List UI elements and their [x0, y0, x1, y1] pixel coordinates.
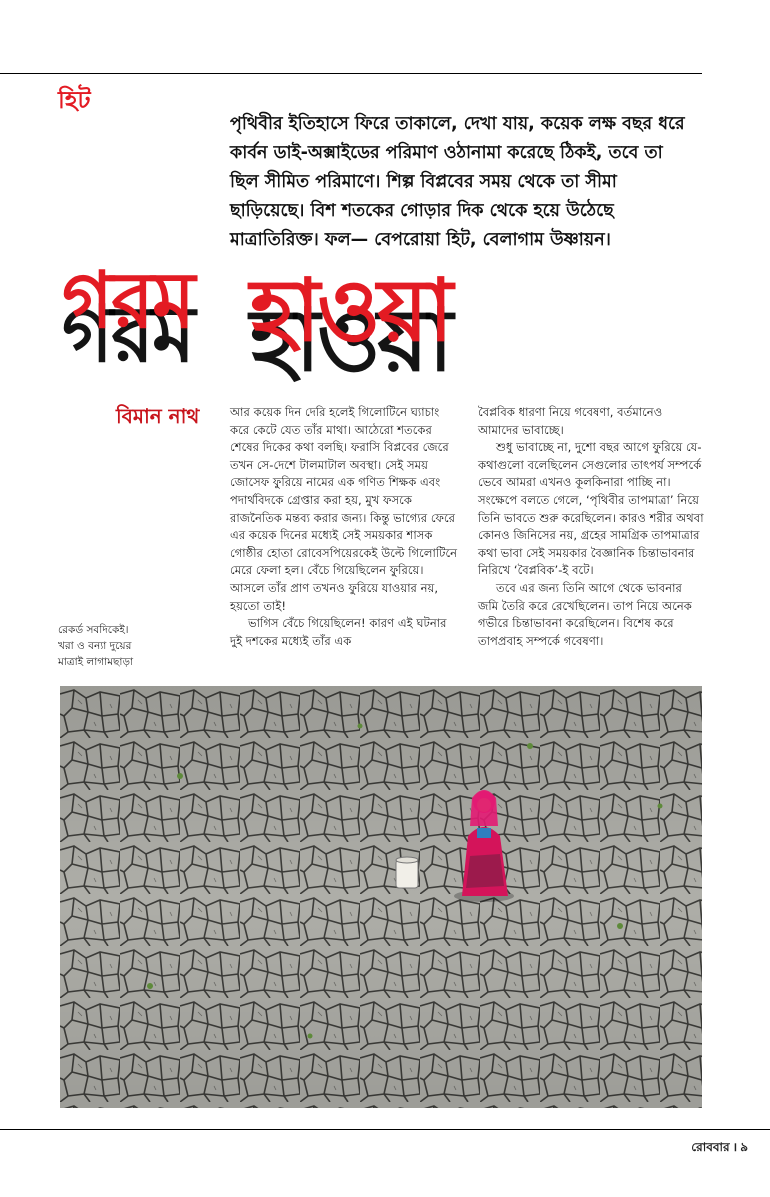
bucket-icon: [396, 857, 418, 888]
section-label: হিট: [58, 86, 91, 114]
paragraph: তবে এর জন্য তিনি আগে থেকে ভাবনার জমি তৈরি করে রেখেছিলেন। তাপ নিয়ে অনেক গভীরে চিন্তাভাবনা করেছিলেন। বিশেষ করে তাপপ্রবাহ সম্পর্কে গবেষণা।: [478, 580, 692, 648]
paragraph: শুধু ভাবাচ্ছে না, দুশো বছর আগে ফুরিয়ে যে-কথাগুলো বলেছিলেন সেগুলোর তাৎপর্য সম্পর্কে ভেবে আমরা এখনও কূলকিনারা পাচ্ছি না। সংক্ষেপে বলতে গেলে, ‘পৃথিবীর তাপমাত্রা’ নিয়ে তিনি ভাবতে শুরু করেছিলেন। কারও শরীর অথবা কোনও জিনিসের নয়, গ্রহের সামগ্রিক তাপমাত্রার কথা ভাবা সেই সময়কার বৈজ্ঞানিক চিন্তাভাবনার নিরিখে ‘বৈপ্লবিক’-ই বটে।: [478, 440, 704, 578]
page-number: ৯: [740, 1140, 748, 1154]
photo-illustration: [60, 686, 702, 1108]
caption-line: রেকর্ড সবদিকেই।: [58, 624, 129, 636]
article-column-1: [230, 404, 460, 650]
caption-line: খরা ও বন্যা দুয়ের: [58, 640, 132, 652]
author-byline: বিমান নাথ: [116, 404, 200, 428]
paragraph: বৈপ্লবিক ধারণা নিয়ে গবেষণা, বর্তমানেও আমাদের ভাবাচ্ছে।: [478, 405, 663, 437]
headline-word-2: হাওয়া: [250, 261, 451, 361]
footer-separator: ।: [732, 1140, 738, 1154]
paragraph: ভাগিস বেঁচে গিয়েছিলেন! কারণ এই ঘটনার দুই দশকের মধ্যেই তাঁর এক: [230, 616, 447, 648]
article-column-2: [478, 404, 704, 650]
headline: [62, 256, 502, 374]
magazine-name: রোববার: [691, 1140, 730, 1154]
intro-text: পৃথিবীর ইতিহাসে ফিরে তাকালে, দেখা যায়, কয়েক লক্ষ বছর ধরে কার্বন ডাই-অক্সাইডের পরিমাণ ওঠানামা করেছে ঠিকই, তবে তা ছিল সীমিত পরিমাণে। শিল্প বিপ্লবের সময় থেকে তা সীমা ছাড়িয়েছে। বিশ শতকের গোড়ার দিক থেকে হয়ে উঠেছে মাত্রাতিরিক্ত। ফল— বেপরোয়া হিট, বেলাগাম উষ্ণায়ন।: [230, 114, 685, 250]
headline-word-1: গরম: [62, 256, 194, 346]
photo-caption: [58, 622, 208, 670]
paragraph: আর কয়েক দিন দেরি হলেই গিলোটিনে ঘ্যাচাং করে কেটে যেত তাঁর মাথা। আঠেরো শতকের শেষের দিকের কথা বলছি। ফরাসি বিপ্লবের জেরে তখন সে-দেশে টালমাটাল অবস্থা। সেই সময় জোসেফ ফুরিয়ে নামের এক গণিত শিক্ষক এবং পদার্থবিদকে গ্রেপ্তার করা হয়, মুখ ফসকে রাজনৈতিক মন্তব্য করার জন্য। কিন্তু ভাগ্যের ফেরে এর কয়েক দিনের মধ্যেই সেই সময়কার শাসক গোষ্ঠীর হোতা রোবেসপিয়েরকেই উল্টে গিলোটিনে মেরে ফেলা হল। বেঁচে গিয়েছিলেন ফুরিয়ে। আসলে তাঁর প্রাণ তখনও ফুরিয়ে যাওয়ার নয়, হয়তো তাই!: [230, 405, 458, 613]
cracked-earth-photo: [60, 686, 702, 1108]
page-footer: [691, 1138, 748, 1159]
top-rule: [0, 73, 702, 74]
caption-line: মাত্রাই লাগামছাড়া: [58, 656, 134, 668]
intro-paragraph: [230, 110, 690, 255]
bottom-rule: [0, 1129, 770, 1130]
